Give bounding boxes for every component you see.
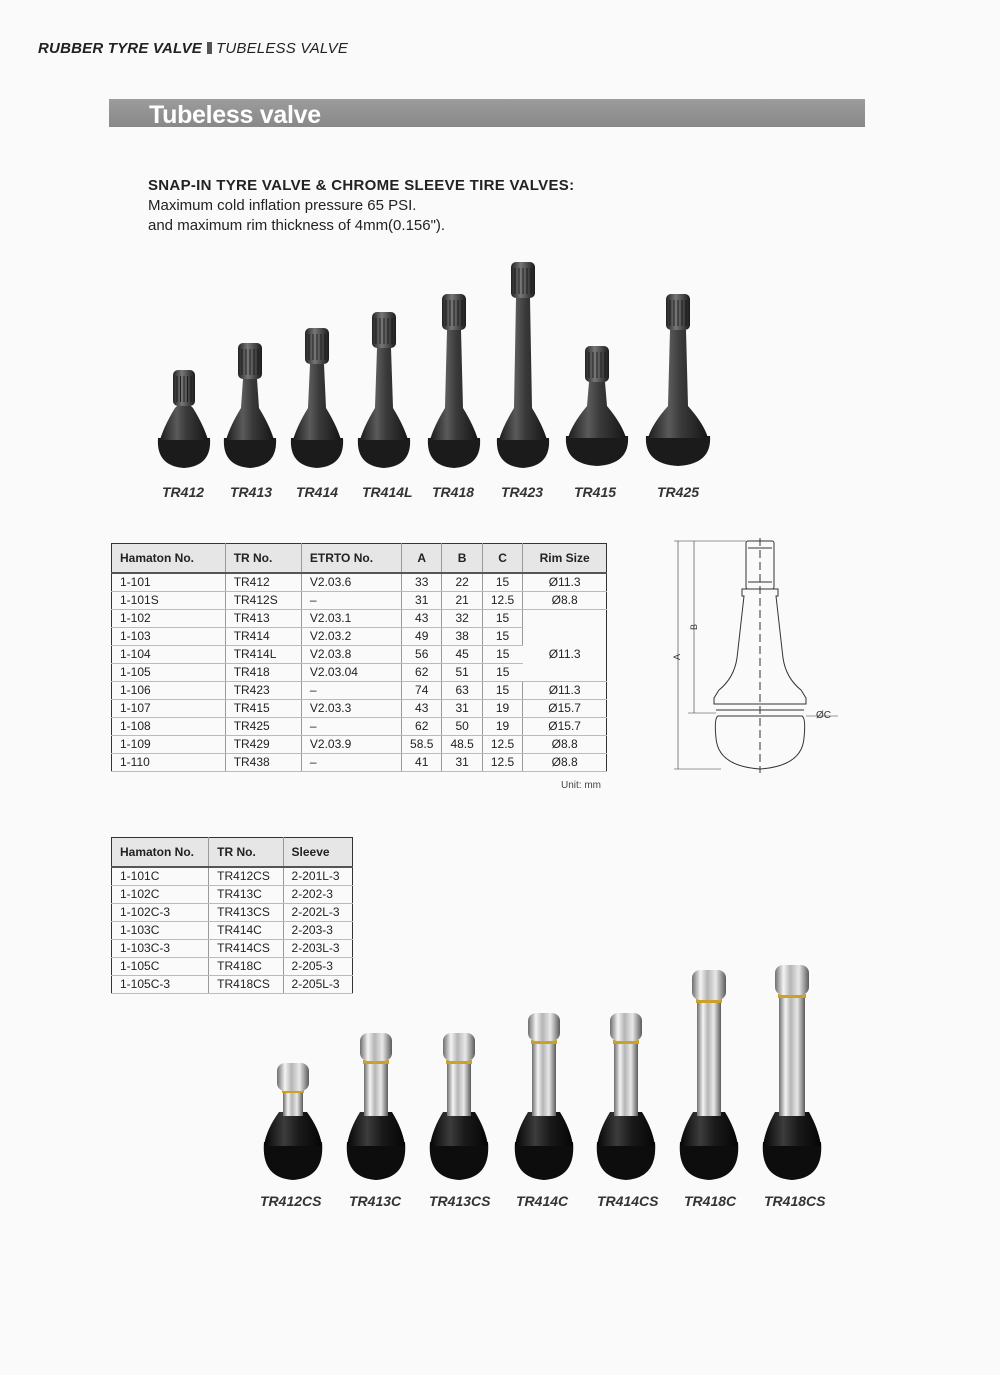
- table-cell: 74: [402, 682, 442, 700]
- intro-heading: SNAP-IN TYRE VALVE & CHROME SLEEVE TIRE VALVES:: [148, 177, 575, 194]
- valve-label: TR415: [574, 484, 617, 500]
- table-cell: TR413CS: [209, 904, 283, 922]
- table-cell: 1-102C: [112, 886, 209, 904]
- table-row: [112, 700, 607, 718]
- table-cell: 2-202L-3: [283, 904, 352, 922]
- diagram-label-a: A: [672, 653, 682, 660]
- valve-label: TR412CS: [260, 1193, 322, 1209]
- table-cell: 22: [442, 573, 482, 592]
- table-cell: 2-203-3: [283, 922, 352, 940]
- intro-line-2: and maximum rim thickness of 4mm(0.156").: [148, 217, 446, 234]
- table-cell: 12.5: [482, 754, 522, 772]
- valve-label: TR414L: [362, 484, 413, 500]
- rubber-valve-tr423: [497, 262, 549, 468]
- chrome-valve-tr412cs: [264, 1063, 323, 1180]
- table-cell: TR412: [225, 573, 301, 592]
- table-cell: 50: [442, 718, 482, 736]
- intro-line-1: Maximum cold inflation pressure 65 PSI.: [148, 197, 417, 214]
- breadcrumb-main: RUBBER TYRE VALVE: [38, 40, 202, 57]
- table-cell: V2.03.6: [301, 573, 401, 592]
- table-cell: 1-103: [112, 628, 226, 646]
- rubber-valves-illustration: [0, 0, 1000, 520]
- col-a: A: [402, 544, 442, 574]
- table-cell: V2.03.1: [301, 610, 401, 628]
- table-cell: TR423: [225, 682, 301, 700]
- table-cell: –: [301, 682, 401, 700]
- table-cell: 51: [442, 664, 482, 682]
- table-cell: 1-101S: [112, 592, 226, 610]
- table-cell: Ø8.8: [523, 592, 607, 610]
- table-cell: 49: [402, 628, 442, 646]
- valve-label: TR412: [162, 484, 205, 500]
- table-cell: 62: [402, 718, 442, 736]
- table-cell: 32: [442, 610, 482, 628]
- table-cell: 56: [402, 646, 442, 664]
- valve-label: TR418CS: [764, 1193, 826, 1209]
- table-cell: 31: [442, 754, 482, 772]
- table-cell: 12.5: [482, 736, 522, 754]
- table-cell: 21: [442, 592, 482, 610]
- table-cell: 45: [442, 646, 482, 664]
- table-cell: TR415: [225, 700, 301, 718]
- table-cell: 2-205-3: [283, 958, 352, 976]
- col-hamaton: Hamaton No.: [112, 838, 209, 868]
- valve-label: TR423: [501, 484, 544, 500]
- chrome-valve-tr414c: [515, 1013, 574, 1180]
- table-row: [112, 754, 607, 772]
- unit-note: Unit: mm: [561, 780, 601, 791]
- table-cell: Ø11.3: [523, 628, 607, 682]
- table-cell: 31: [402, 592, 442, 610]
- breadcrumb-sub: TUBELESS VALVE: [215, 40, 349, 57]
- table-cell: 1-105: [112, 664, 226, 682]
- table-cell: Ø15.7: [523, 718, 607, 736]
- valve-label: TR414CS: [597, 1193, 659, 1209]
- table-row: [112, 628, 607, 646]
- table-cell: 12.5: [482, 592, 522, 610]
- table-cell: 15: [482, 573, 522, 592]
- table-row: [112, 940, 353, 958]
- table-cell: 19: [482, 718, 522, 736]
- rubber-valve-tr414l: [358, 312, 410, 468]
- table-row: [112, 886, 353, 904]
- table-cell: Ø8.8: [523, 736, 607, 754]
- table-cell: 58.5: [402, 736, 442, 754]
- table-cell: 41: [402, 754, 442, 772]
- diagram-label-c: ØC: [816, 710, 831, 721]
- rubber-valve-tr414: [291, 328, 343, 468]
- rubber-valve-tr413: [224, 343, 276, 468]
- table-cell: 62: [402, 664, 442, 682]
- col-tr: TR No.: [209, 838, 283, 868]
- table-row: [112, 976, 353, 994]
- col-tr: TR No.: [225, 544, 301, 574]
- table-row: [112, 592, 607, 610]
- table-cell: V2.03.3: [301, 700, 401, 718]
- table-cell: 2-201L-3: [283, 867, 352, 886]
- table-cell: 1-103C: [112, 922, 209, 940]
- sleeve-table: [111, 837, 353, 994]
- col-b: B: [442, 544, 482, 574]
- table-cell: TR412CS: [209, 867, 283, 886]
- chrome-valve-tr418c: [680, 970, 739, 1180]
- table-cell: 15: [482, 682, 522, 700]
- valve-label: TR418: [432, 484, 475, 500]
- chrome-valve-tr418cs: [763, 965, 822, 1180]
- table-row: [112, 610, 607, 628]
- table-cell: –: [301, 754, 401, 772]
- table-cell: 19: [482, 700, 522, 718]
- chrome-valve-tr414cs: [597, 1013, 656, 1180]
- table-cell: –: [301, 718, 401, 736]
- table-cell: 1-105C: [112, 958, 209, 976]
- table-cell: 1-105C-3: [112, 976, 209, 994]
- col-hamaton: Hamaton No.: [112, 544, 226, 574]
- section-title: Tubeless valve: [149, 101, 321, 129]
- table-cell: TR425: [225, 718, 301, 736]
- table-row: [112, 922, 353, 940]
- valve-label: TR425: [657, 484, 700, 500]
- diagram-label-b: B: [689, 623, 699, 630]
- table-cell: TR418: [225, 664, 301, 682]
- chrome-valve-tr413c: [347, 1033, 406, 1180]
- col-rim-size: Rim Size: [523, 544, 607, 574]
- table-row: [112, 904, 353, 922]
- table-cell: 38: [442, 628, 482, 646]
- table-cell: 2-202-3: [283, 886, 352, 904]
- table-cell: 15: [482, 628, 522, 646]
- valve-label: TR413C: [349, 1193, 402, 1209]
- valve-dimension-diagram: [666, 538, 846, 778]
- chrome-valve-tr413cs: [430, 1033, 489, 1180]
- table-cell: TR418C: [209, 958, 283, 976]
- table-cell: TR413: [225, 610, 301, 628]
- table-cell: 2-203L-3: [283, 940, 352, 958]
- table-cell: 2-205L-3: [283, 976, 352, 994]
- table-cell: 1-103C-3: [112, 940, 209, 958]
- table-cell: Ø11.3: [523, 573, 607, 592]
- valve-label: TR418C: [684, 1193, 737, 1209]
- valve-label: TR414: [296, 484, 339, 500]
- rubber-valve-tr412: [158, 370, 210, 468]
- table-cell: 1-102: [112, 610, 226, 628]
- table-cell: V2.03.8: [301, 646, 401, 664]
- table-cell: 15: [482, 664, 522, 682]
- table-cell: V2.03.2: [301, 628, 401, 646]
- table-cell: 43: [402, 700, 442, 718]
- rubber-valve-tr418: [428, 294, 480, 468]
- table-cell: 31: [442, 700, 482, 718]
- table-cell: TR429: [225, 736, 301, 754]
- table-cell: 48.5: [442, 736, 482, 754]
- table-cell: Ø11.3: [523, 682, 607, 700]
- table-row: [112, 736, 607, 754]
- valve-label: TR413CS: [429, 1193, 491, 1209]
- col-sleeve: Sleeve: [283, 838, 352, 868]
- table-cell: Ø8.8: [523, 754, 607, 772]
- table-cell: 1-101: [112, 573, 226, 592]
- table-cell: V2.03.04: [301, 664, 401, 682]
- table-cell: TR418CS: [209, 976, 283, 994]
- table-cell: V2.03.9: [301, 736, 401, 754]
- table-cell: TR414C: [209, 922, 283, 940]
- rubber-valve-tr425: [646, 294, 710, 466]
- table-row: [112, 573, 607, 592]
- table-cell: 43: [402, 610, 442, 628]
- table-cell: TR438: [225, 754, 301, 772]
- table-row: [112, 682, 607, 700]
- valve-label: TR414C: [516, 1193, 569, 1209]
- col-c: C: [482, 544, 522, 574]
- table-cell: 1-106: [112, 682, 226, 700]
- table-row: [112, 718, 607, 736]
- rubber-valve-tr415: [566, 346, 628, 466]
- table-cell: 15: [482, 646, 522, 664]
- valve-label: TR413: [230, 484, 273, 500]
- table-cell: 1-108: [112, 718, 226, 736]
- table-cell: 1-110: [112, 754, 226, 772]
- table-cell: 63: [442, 682, 482, 700]
- table-cell: 1-109: [112, 736, 226, 754]
- table-cell: TR414CS: [209, 940, 283, 958]
- table-row: [112, 958, 353, 976]
- table-cell: 15: [482, 610, 522, 628]
- table-row: [112, 867, 353, 886]
- table-cell: TR414L: [225, 646, 301, 664]
- table-cell: Ø15.7: [523, 700, 607, 718]
- table-cell: 1-107: [112, 700, 226, 718]
- spec-table: [111, 543, 607, 772]
- col-etrto: ETRTO No.: [301, 544, 401, 574]
- table-cell: 33: [402, 573, 442, 592]
- table-cell: 1-102C-3: [112, 904, 209, 922]
- sleeve-table-header-row: [112, 838, 353, 868]
- table-cell: TR413C: [209, 886, 283, 904]
- table-cell: 1-104: [112, 646, 226, 664]
- table-cell: TR412S: [225, 592, 301, 610]
- table-cell: TR414: [225, 628, 301, 646]
- table-cell: –: [301, 592, 401, 610]
- table-cell: [523, 610, 607, 628]
- spec-table-header-row: [112, 544, 607, 574]
- table-cell: 1-101C: [112, 867, 209, 886]
